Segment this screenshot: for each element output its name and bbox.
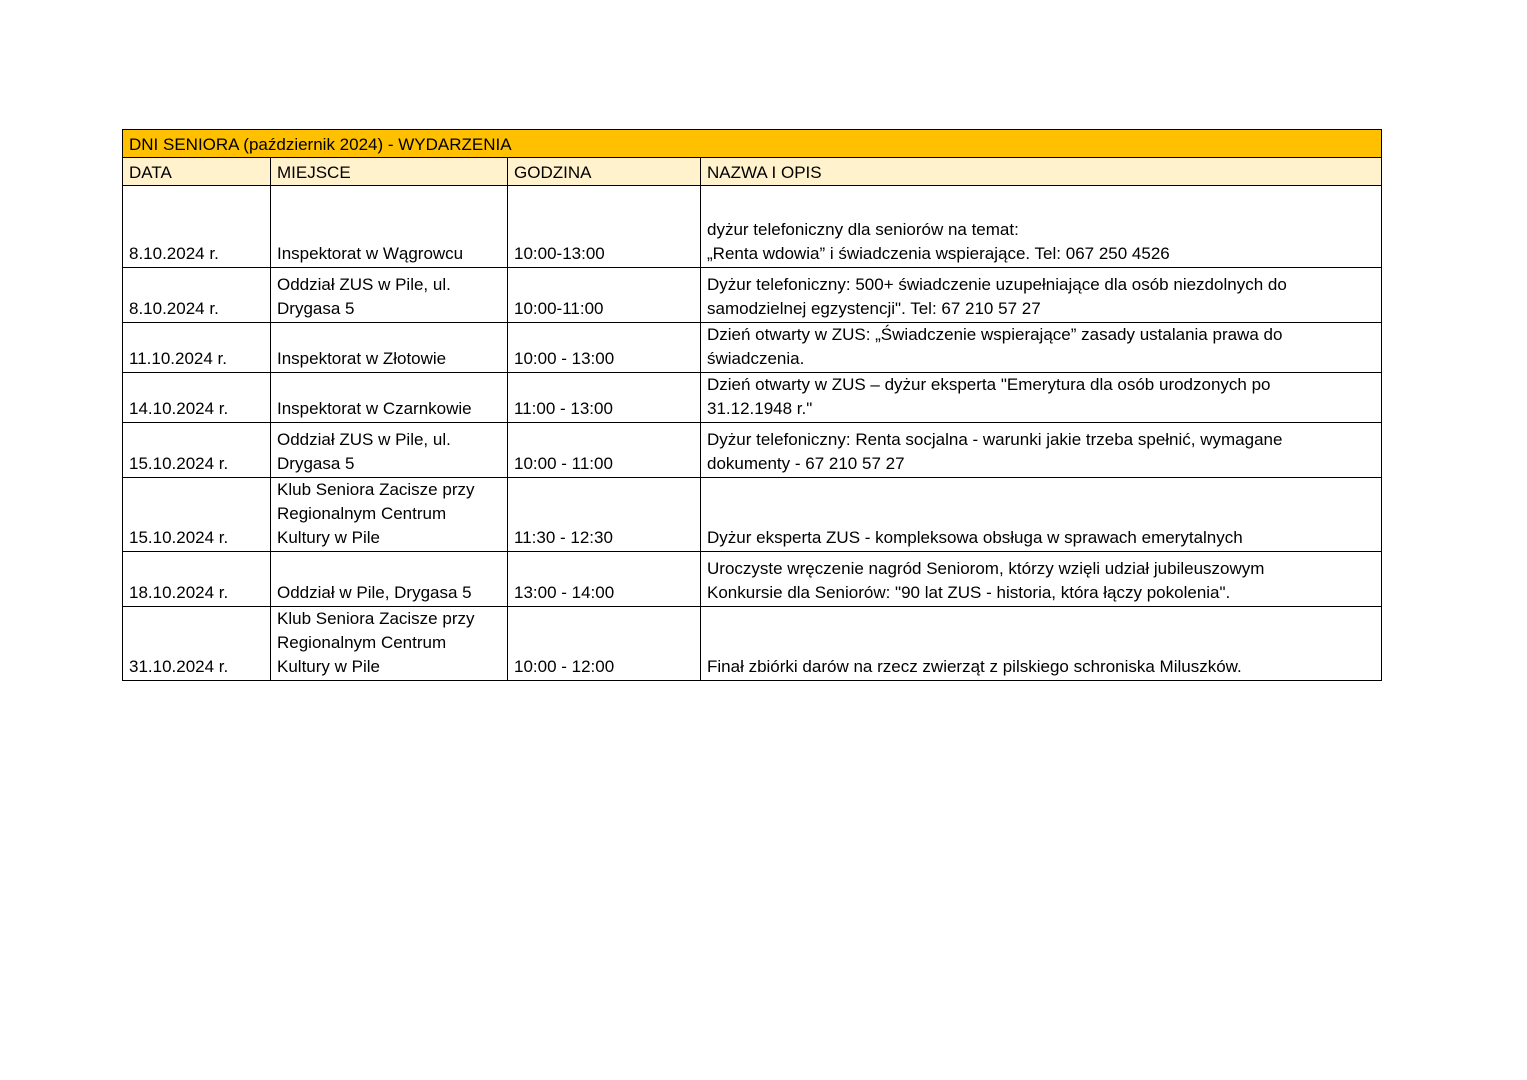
table-row	[123, 323, 1382, 373]
cell-date	[123, 186, 271, 268]
cell-time	[508, 186, 701, 268]
cell-time	[508, 552, 701, 607]
column-header-time: GODZINA	[508, 158, 701, 186]
date-text: 14.10.2024 r.	[129, 399, 229, 418]
table-row	[123, 423, 1382, 478]
description-text: Uroczyste wręczenie nagród Seniorom, którzy wzięli udział jubileuszowym Konkursie dla Seniorów: "90 lat ZUS - historia, która łączy pokolenia".	[707, 559, 1265, 602]
date-text: 18.10.2024 r.	[129, 583, 229, 602]
description-text: Dyżur eksperta ZUS - kompleksowa obsługa w sprawach emerytalnych	[707, 528, 1243, 547]
cell-description	[701, 607, 1382, 681]
cell-time	[508, 373, 701, 423]
cell-description	[701, 478, 1382, 552]
time-text: 10:00 - 12:00	[514, 657, 615, 676]
description-text: dyżur telefoniczny dla seniorów na temat: „Renta wdowia” i świadczenia wspierające. Tel: 067 250 4526	[707, 220, 1170, 263]
place-text: Inspektorat w Wągrowcu	[277, 244, 464, 263]
table-row	[123, 607, 1382, 681]
place-text: Inspektorat w Złotowie	[277, 349, 447, 368]
column-header-date: DATA	[123, 158, 271, 186]
description-text: Dzień otwarty w ZUS: „Świadczenie wspierające” zasady ustalania prawa do świadczenia.	[707, 325, 1283, 368]
date-text: 8.10.2024 r.	[129, 244, 219, 263]
time-text: 11:30 - 12:30	[514, 528, 613, 547]
cell-place	[271, 323, 508, 373]
cell-time	[508, 478, 701, 552]
events-table	[122, 129, 1382, 681]
events-sheet	[122, 129, 1381, 681]
cell-date	[123, 478, 271, 552]
place-text: Klub Seniora Zacisze przy Regionalnym Centrum Kultury w Pile	[277, 609, 475, 676]
description-text: Finał zbiórki darów na rzecz zwierząt z pilskiego schroniska Miluszków.	[707, 657, 1242, 676]
date-text: 31.10.2024 r.	[129, 657, 229, 676]
description-text: Dyżur telefoniczny: Renta socjalna - warunki jakie trzeba spełnić, wymagane dokumenty - 67 210 57 27	[707, 430, 1283, 473]
table-title: DNI SENIORA (październik 2024) - WYDARZENIA	[123, 130, 1382, 158]
place-text: Oddział ZUS w Pile, ul. Drygasa 5	[277, 275, 451, 318]
table-row	[123, 373, 1382, 423]
table-row	[123, 268, 1382, 323]
place-text: Oddział ZUS w Pile, ul. Drygasa 5	[277, 430, 451, 473]
cell-place	[271, 552, 508, 607]
cell-description	[701, 186, 1382, 268]
column-header-description: NAZWA I OPIS	[701, 158, 1382, 186]
date-text: 15.10.2024 r.	[129, 454, 229, 473]
column-header-place: MIEJSCE	[271, 158, 508, 186]
cell-description	[701, 552, 1382, 607]
time-text: 11:00 - 13:00	[514, 399, 613, 418]
cell-description	[701, 423, 1382, 478]
cell-description	[701, 373, 1382, 423]
cell-description	[701, 268, 1382, 323]
cell-place	[271, 373, 508, 423]
cell-time	[508, 323, 701, 373]
place-text: Oddział w Pile, Drygasa 5	[277, 583, 472, 602]
date-text: 11.10.2024 r.	[129, 349, 227, 368]
table-row	[123, 478, 1382, 552]
cell-date	[123, 423, 271, 478]
cell-date	[123, 607, 271, 681]
cell-place	[271, 607, 508, 681]
table-title-row	[123, 130, 1382, 158]
date-text: 8.10.2024 r.	[129, 299, 219, 318]
cell-place	[271, 423, 508, 478]
time-text: 10:00 - 11:00	[514, 454, 613, 473]
place-text: Inspektorat w Czarnkowie	[277, 399, 472, 418]
cell-place	[271, 478, 508, 552]
description-text: Dyżur telefoniczny: 500+ świadczenie uzupełniające dla osób niezdolnych do samodzielnej egzystencji". Tel: 67 210 57 27	[707, 275, 1287, 318]
time-text: 13:00 - 14:00	[514, 583, 615, 602]
cell-time	[508, 607, 701, 681]
table-header-row	[123, 158, 1382, 186]
date-text: 15.10.2024 r.	[129, 528, 229, 547]
cell-time	[508, 423, 701, 478]
cell-date	[123, 552, 271, 607]
description-text: Dzień otwarty w ZUS – dyżur eksperta "Emerytura dla osób urodzonych po 31.12.1948 r."	[707, 375, 1271, 418]
table-row	[123, 186, 1382, 268]
cell-date	[123, 373, 271, 423]
cell-date	[123, 268, 271, 323]
cell-description	[701, 323, 1382, 373]
cell-time	[508, 268, 701, 323]
place-text: Klub Seniora Zacisze przy Regionalnym Centrum Kultury w Pile	[277, 480, 475, 547]
time-text: 10:00-13:00	[514, 244, 605, 263]
table-row	[123, 552, 1382, 607]
cell-date	[123, 323, 271, 373]
time-text: 10:00 - 13:00	[514, 349, 615, 368]
cell-place	[271, 268, 508, 323]
cell-place	[271, 186, 508, 268]
time-text: 10:00-11:00	[514, 299, 604, 318]
